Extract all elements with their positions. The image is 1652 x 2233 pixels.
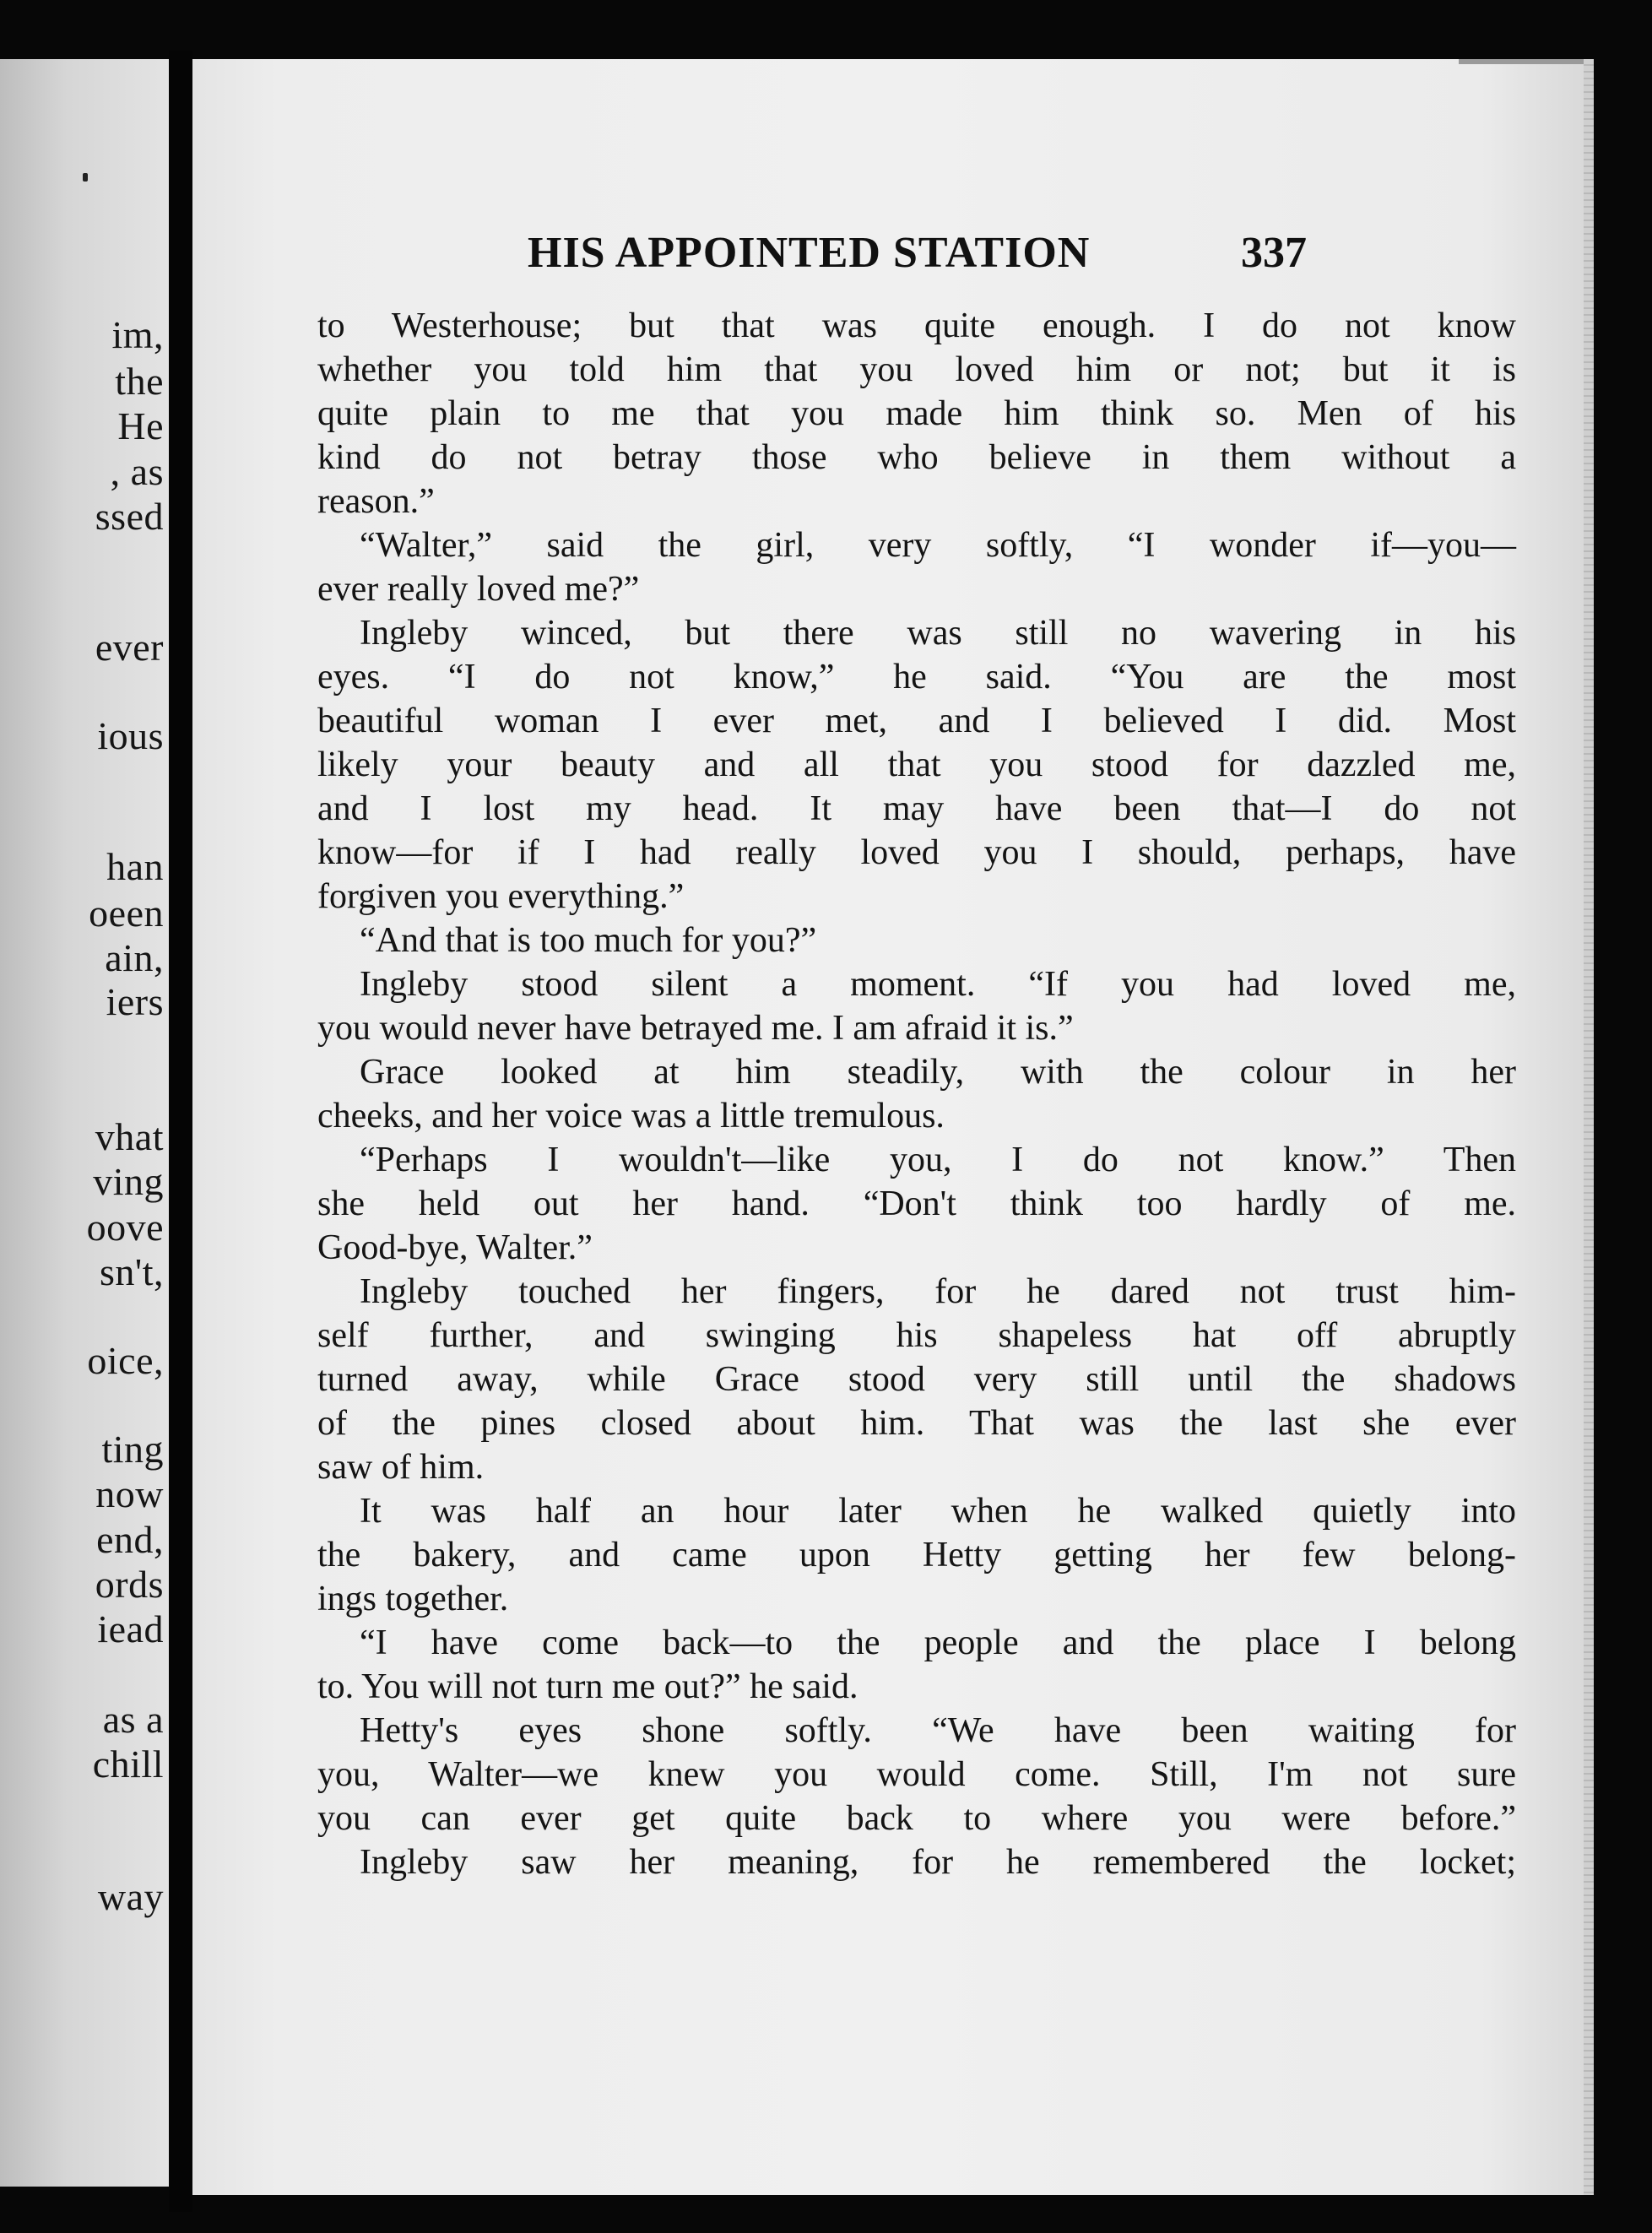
page-fore-edge xyxy=(1584,59,1594,2195)
left-page-fragment: oice, xyxy=(87,1339,164,1382)
left-page-fragment: iead xyxy=(97,1607,164,1650)
running-title: HIS APPOINTED STATION xyxy=(528,229,1091,277)
text-line: of the pines closed about him. That was the last she ever xyxy=(317,1404,1516,1443)
text-line: Ingleby winced, but there was still no wavering in his xyxy=(360,614,1516,653)
left-page-fragment: ious xyxy=(97,714,164,757)
left-page-fragment: oove xyxy=(86,1206,164,1249)
text-line: quite plain to me that you made him think so. Men of his xyxy=(317,394,1516,433)
text-line: forgiven you everything.” xyxy=(317,877,685,916)
text-line: Ingleby saw her meaning, for he remembered the locket; xyxy=(360,1843,1516,1882)
text-line: It was half an hour later when he walked quietly into xyxy=(360,1492,1516,1531)
left-page-fragment: He xyxy=(117,404,164,447)
left-page-fragment: now xyxy=(95,1472,164,1515)
body-text xyxy=(317,304,1516,1884)
text-line: “I have come back—to the people and the place I belong xyxy=(360,1623,1516,1662)
text-line: you, Walter—we knew you would come. Still, I'm not sure xyxy=(317,1755,1516,1794)
left-page-fragment: chill xyxy=(92,1742,164,1786)
left-page-fragment: han xyxy=(106,845,164,888)
left-page-fragment: ssed xyxy=(95,495,164,538)
text-line: the bakery, and came upon Hetty getting her few belong- xyxy=(317,1536,1516,1574)
text-line: whether you told him that you loved him or not; but it is xyxy=(317,350,1516,389)
text-line: kind do not betray those who believe in them without a xyxy=(317,438,1516,477)
left-page-fragment: ever xyxy=(95,626,164,669)
text-line: cheeks, and her voice was a little tremulous. xyxy=(317,1097,945,1135)
text-line: you can ever get quite back to where you were before.” xyxy=(317,1799,1516,1838)
text-line: and I lost my head. It may have been that—I do not xyxy=(317,789,1516,828)
running-head xyxy=(192,228,1594,287)
text-line: to Westerhouse; but that was quite enough. I do not know xyxy=(317,306,1516,345)
left-page-fragment: ain, xyxy=(105,936,164,979)
text-line: self further, and swinging his shapeless hat off abruptly xyxy=(317,1316,1516,1355)
text-line: Grace looked at him steadily, with the colour in her xyxy=(360,1053,1516,1092)
left-page-fragment: oeen xyxy=(89,892,164,935)
left-page-fragment: vhat xyxy=(95,1115,164,1158)
book-gutter xyxy=(169,51,192,2212)
text-line: “And that is too much for you?” xyxy=(360,921,817,960)
text-line: Good-bye, Walter.” xyxy=(317,1228,593,1267)
text-line: beautiful woman I ever met, and I believed I did. Most xyxy=(317,702,1516,740)
text-line: know—for if I had really loved you I should, perhaps, have xyxy=(317,833,1516,872)
left-page-fragment: end, xyxy=(96,1518,164,1561)
text-line: “Perhaps I wouldn't—like you, I do not know.” Then xyxy=(360,1141,1516,1179)
text-line: she held out her hand. “Don't think too hardly of me. xyxy=(317,1184,1516,1223)
left-page-fragment: as a xyxy=(102,1698,164,1741)
left-facing-page xyxy=(0,59,169,2187)
left-page-fragment: ting xyxy=(101,1428,164,1471)
text-line: Ingleby touched her fingers, for he dared not trust him- xyxy=(360,1272,1516,1311)
text-line: you would never have betrayed me. I am afraid it is.” xyxy=(317,1009,1074,1048)
left-page-fragment: ving xyxy=(93,1160,164,1203)
text-line: likely your beauty and all that you stood for dazzled me, xyxy=(317,745,1516,784)
book-page xyxy=(192,59,1594,2195)
left-page-fragment: im, xyxy=(111,313,164,356)
text-line: to. You will not turn me out?” he said. xyxy=(317,1667,858,1706)
text-line: Ingleby stood silent a moment. “If you had loved me, xyxy=(360,965,1516,1004)
left-page-fragment: iers xyxy=(106,980,164,1023)
left-page-fragment: ords xyxy=(95,1563,164,1606)
text-line: Hetty's eyes shone softly. “We have been waiting for xyxy=(360,1711,1516,1750)
text-line: saw of him. xyxy=(317,1448,485,1487)
text-line: turned away, while Grace stood very still until the shadows xyxy=(317,1360,1516,1399)
left-page-fragment: , as xyxy=(110,450,164,493)
page-top-edge xyxy=(1459,59,1594,64)
text-line: eyes. “I do not know,” he said. “You are the most xyxy=(317,658,1516,696)
left-page-fragment: way xyxy=(97,1875,164,1918)
page-number: 337 xyxy=(1241,229,1307,277)
left-page-fragment: sn't, xyxy=(100,1250,164,1293)
text-line: ings together. xyxy=(317,1580,509,1618)
left-page-fragment: the xyxy=(115,360,164,403)
text-line: “Walter,” said the girl, very softly, “I wonder if—you— xyxy=(360,526,1516,565)
ink-speck xyxy=(83,173,88,182)
text-line: reason.” xyxy=(317,482,435,521)
text-line: ever really loved me?” xyxy=(317,570,640,609)
